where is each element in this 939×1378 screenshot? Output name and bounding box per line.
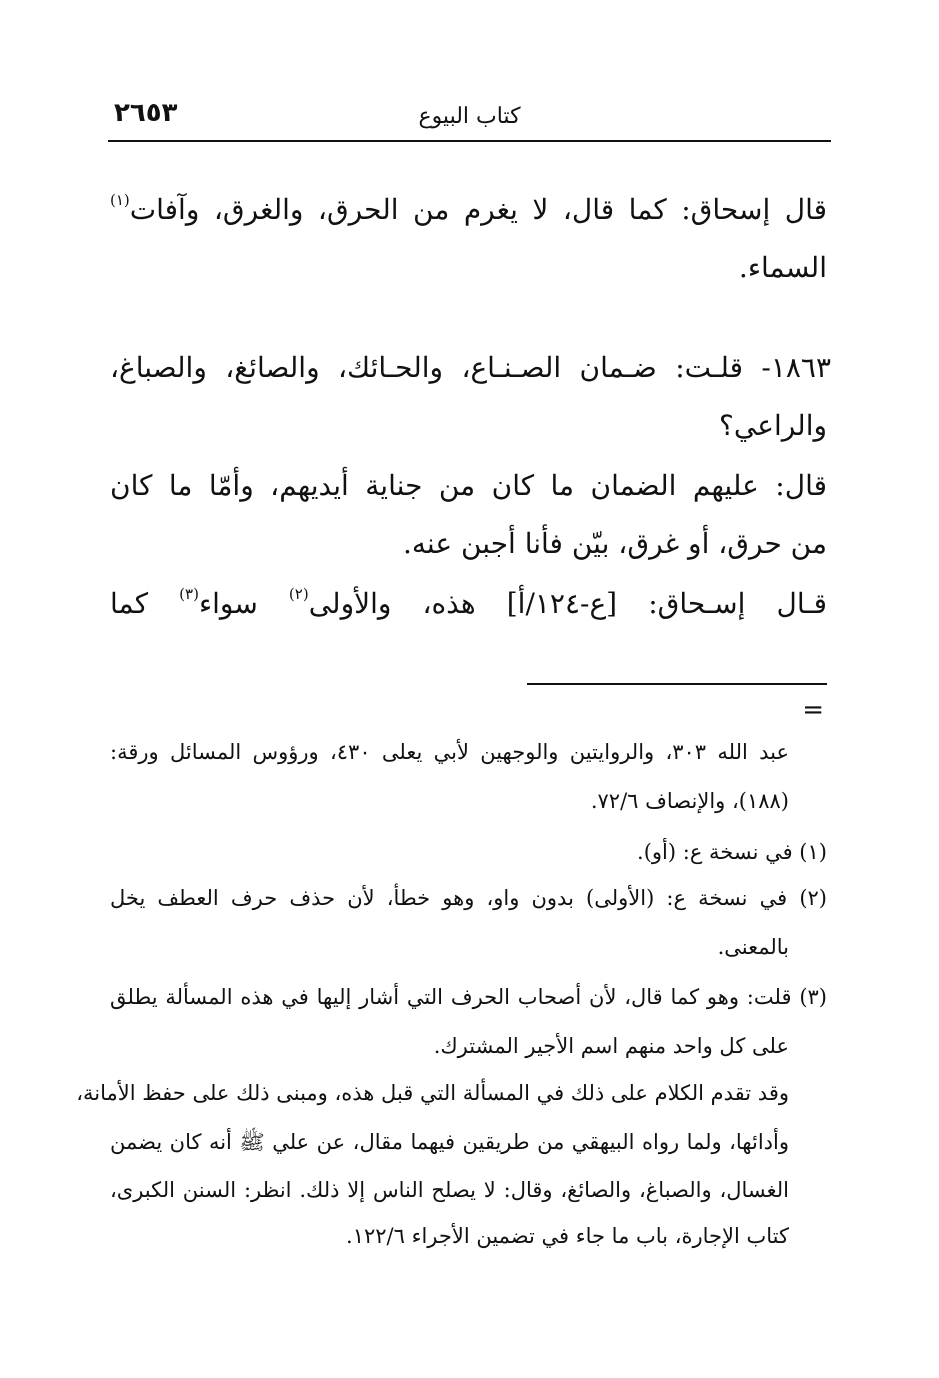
footnote-3: (٣) قلت: وهو كما قال، لأن أصحاب الحرف التي أشار إليها في هذه المسألة يطلق	[110, 985, 827, 1009]
main-text: قال: عليهم الضمان ما كان من جناية أيديهم، وأمّا ما كان	[110, 469, 827, 502]
footnote-line: وأدائها، ولما رواه البيهقي من طريقين فيهما مقال، عن علي ﷺ أنه كان يضمن	[110, 1130, 789, 1154]
book-title: كتاب البيوع	[418, 104, 521, 129]
question-line	[110, 348, 831, 388]
main-text: من حرق، أو غرق، بيّن فأنا أجبن عنه.	[402, 527, 827, 560]
question-number: ١٨٦٣-	[761, 351, 831, 384]
main-text: قـال إسـحاق: [ع-١٢٤/أ] هذه، والأولى	[308, 587, 827, 620]
main-text: قال إسحاق: كما قال، لا يغرم من الحرق، والغرق، وآفات	[129, 193, 827, 226]
footnote-line: (١٨٨)، والإنصاف ٧٢/٦.	[590, 789, 789, 813]
footnote-2: (٢) في نسخة ع: (الأولى) بدون واو، وهو خطأ، لأن حذف حرف العطف يخل	[110, 886, 827, 910]
continuation-mark: =	[802, 695, 824, 725]
main-text: والراعي؟	[719, 409, 827, 442]
page-number: ٢٦٥٣	[114, 98, 178, 128]
page-header	[108, 96, 831, 142]
main-text-line	[110, 248, 827, 288]
main-text-line	[110, 466, 827, 506]
main-text: قلـت: ضـمان الصـنـاع، والحـائك، والصائغ، والصباغ،	[110, 351, 743, 384]
main-text-line	[110, 584, 827, 624]
main-text: كما	[110, 587, 180, 620]
main-text: السماء.	[738, 251, 827, 284]
footnote-line: الغسال، والصباغ، والصائغ، وقال: لا يصلح الناس إلا ذلك. انظر: السنن الكبرى،	[110, 1178, 789, 1202]
footnote-1: (١) في نسخة ع: (أو).	[637, 840, 827, 864]
footnote-line: وقد تقدم الكلام على ذلك في المسألة التي قبل هذه، ومبنى ذلك على حفظ الأمانة،	[76, 1081, 789, 1105]
footnote-separator	[527, 683, 827, 685]
footnote-line: عبد الله ٣٠٣، والروايتين والوجهين لأبي يعلى ٤٣٠، ورؤوس المسائل ورقة:	[110, 740, 790, 764]
footnote-ref: (١)	[110, 191, 130, 209]
footnote-ref: (٣)	[179, 585, 199, 603]
main-text: سواء	[198, 587, 289, 620]
footnote-line: على كل واحد منهم اسم الأجير المشترك.	[433, 1034, 789, 1058]
footnote-line: كتاب الإجارة، باب ما جاء في تضمين الأجراء ١٢٢/٦.	[346, 1224, 789, 1248]
main-text-line	[110, 524, 827, 564]
main-text-line	[110, 406, 827, 446]
footnote-ref: (٢)	[288, 585, 309, 603]
footnote-line: بالمعنى.	[717, 935, 789, 959]
main-text-line	[110, 190, 827, 230]
